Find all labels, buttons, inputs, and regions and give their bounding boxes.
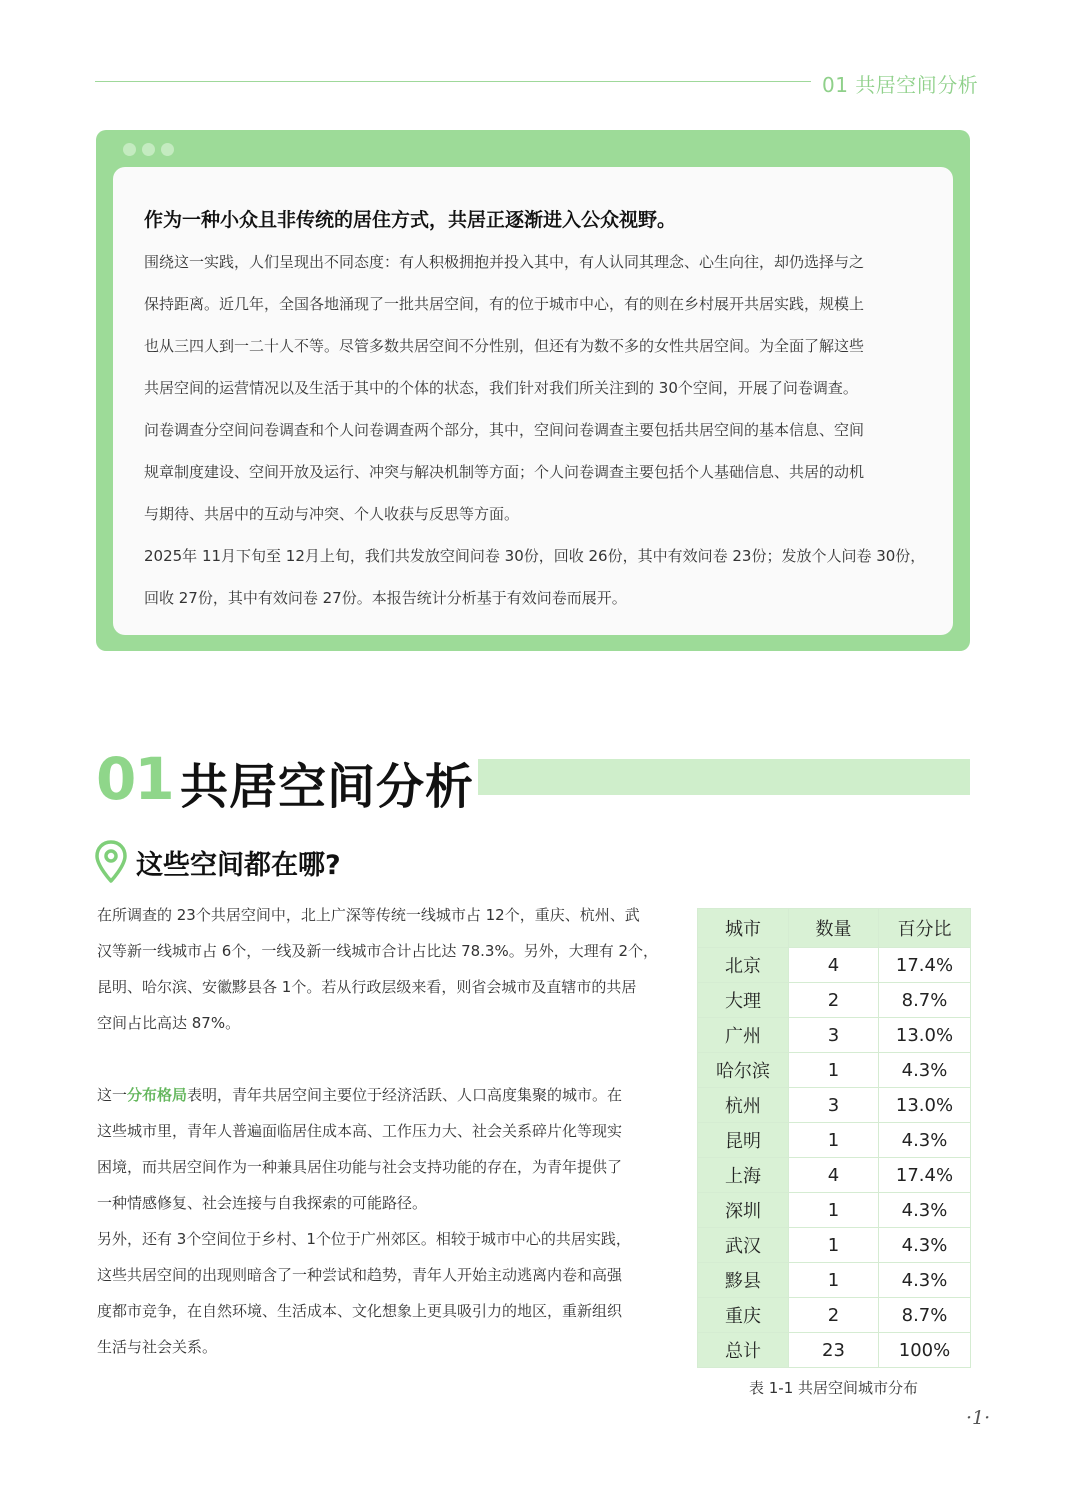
table-cell-count: 3: [789, 1088, 879, 1123]
table-row: [698, 1158, 971, 1193]
table-cell-percent: 17.4%: [879, 1158, 971, 1193]
window-dot-icon: [161, 143, 174, 156]
paragraph-3: [97, 1221, 677, 1365]
table-row: [698, 1333, 971, 1368]
table-cell-city: 广州: [698, 1018, 789, 1053]
highlight-term: 分布格局: [127, 1086, 188, 1104]
table-cell-count: 3: [789, 1018, 879, 1053]
intro-line: 与期待、共居中的互动与冲突、个人收获与反思等方面。: [144, 505, 520, 523]
table-body: [698, 948, 971, 1368]
table-cell-count: 23: [789, 1333, 879, 1368]
table-cell-percent: 4.3%: [879, 1193, 971, 1228]
intro-line: 回收 27份，其中有效问卷 27份。本报告统计分析基于有效问卷而展开。: [144, 589, 627, 607]
body-line: 这些城市里，青年人普遍面临居住成本高、工作压力大、社会关系碎片化等现实: [97, 1122, 623, 1140]
table-cell-city: 总计: [698, 1333, 789, 1368]
table-cell-percent: 4.3%: [879, 1263, 971, 1298]
section-title-bar: [478, 759, 970, 795]
table-cell-count: 4: [789, 948, 879, 983]
table-row: [698, 1193, 971, 1228]
table-cell-percent: 13.0%: [879, 1018, 971, 1053]
intro-line: 也从三四人到一二十人不等。尽管多数共居空间不分性别，但还有为数不多的女性共居空间。为全面了解这些: [144, 337, 865, 355]
intro-line: 保持距离。近几年，全国各地涌现了一批共居空间，有的位于城市中心，有的则在乡村展开共居实践，规模上: [144, 295, 865, 313]
table-row: [698, 1263, 971, 1298]
intro-line: 2025年 11月下旬至 12月上旬，我们共发放空间问卷 30份，回收 26份，其中有效问卷 23份；发放个人问卷 30份，: [144, 547, 926, 565]
body-text-span: 这一: [97, 1086, 128, 1104]
subsection-heading: 这些空间都在哪?: [136, 850, 341, 881]
table-cell-city: 重庆: [698, 1298, 789, 1333]
table-row: [698, 1053, 971, 1088]
body-line: 一种情感修复、社会连接与自我探索的可能路径。: [97, 1194, 428, 1212]
window-dots: [123, 143, 174, 156]
table-row: [698, 1018, 971, 1053]
table-cell-city: 哈尔滨: [698, 1053, 789, 1088]
body-line: 在所调查的 23个共居空间中，北上广深等传统一线城市占 12个，重庆、杭州、武: [97, 906, 640, 924]
body-line: 空间占比高达 87%。: [97, 1014, 241, 1032]
table-cell-count: 4: [789, 1158, 879, 1193]
intro-panel: [113, 167, 953, 635]
window-dot-icon: [142, 143, 155, 156]
table-row: [698, 1298, 971, 1333]
body-line: 汉等新一线城市占 6个，一线及新一线城市合计占比达 78.3%。另外，大理有 2个，: [97, 942, 659, 960]
body-line: 昆明、哈尔滨、安徽黟县各 1个。若从行政层级来看，则省会城市及直辖市的共居: [97, 978, 637, 996]
city-distribution-table: [697, 908, 971, 1368]
body-line: 度都市竞争，在自然环境、生活成本、文化想象上更具吸引力的地区，重新组织: [97, 1302, 623, 1320]
intro-window-card: [96, 130, 970, 651]
table-cell-city: 黟县: [698, 1263, 789, 1298]
intro-line: 规章制度建设、空间开放及运行、冲突与解决机制等方面；个人问卷调查主要包括个人基础信息、共居的动机: [144, 463, 865, 481]
table-cell-percent: 13.0%: [879, 1088, 971, 1123]
body-line: 困境，而共居空间作为一种兼具居住功能与社会支持功能的存在，为青年提供了: [97, 1158, 623, 1176]
table-cell-percent: 100%: [879, 1333, 971, 1368]
table-row: [698, 948, 971, 983]
table-cell-percent: 4.3%: [879, 1228, 971, 1263]
table-cell-city: 大理: [698, 983, 789, 1018]
table-cell-count: 2: [789, 983, 879, 1018]
table-cell-city: 昆明: [698, 1123, 789, 1158]
section-title: 共居空间分析: [180, 759, 475, 815]
column-header-count: 数量: [789, 909, 879, 948]
table-cell-percent: 4.3%: [879, 1053, 971, 1088]
table-cell-count: 1: [789, 1123, 879, 1158]
body-line: 另外，还有 3个空间位于乡村、1个位于广州郊区。相较于城市中心的共居实践，: [97, 1230, 631, 1248]
window-dot-icon: [123, 143, 136, 156]
table-row: [698, 1123, 971, 1158]
intro-line: 问卷调查分空间问卷调查和个人问卷调查两个部分，其中，空间问卷调查主要包括共居空间的基本信息、空间: [144, 421, 865, 439]
column-header-percent: 百分比: [879, 909, 971, 948]
table-cell-count: 1: [789, 1263, 879, 1298]
body-line: 这些共居空间的出现则暗含了一种尝试和趋势，青年人开始主动逃离内卷和高强: [97, 1266, 623, 1284]
paragraph-1: [97, 897, 677, 1041]
header-rule: [95, 81, 811, 82]
table-cell-city: 杭州: [698, 1088, 789, 1123]
intro-heading: 作为一种小众且非传统的居住方式，共居正逐渐进入公众视野。: [144, 209, 677, 231]
table-cell-count: 2: [789, 1298, 879, 1333]
table-cell-city: 武汉: [698, 1228, 789, 1263]
table-cell-city: 深圳: [698, 1193, 789, 1228]
intro-line: 围绕这一实践，人们呈现出不同态度：有人积极拥抱并投入其中，有人认同其理念、心生向往，却仍选择与之: [144, 253, 865, 271]
table-caption: 表 1-1 共居空间城市分布: [748, 1379, 919, 1397]
body-line: [97, 1077, 677, 1113]
table-cell-count: 1: [789, 1053, 879, 1088]
table-cell-count: 1: [789, 1193, 879, 1228]
paragraph-2: [97, 1077, 677, 1221]
intro-line: 共居空间的运营情况以及生活于其中的个体的状态，我们针对我们所关注到的 30个空间，开展了问卷调查。: [144, 379, 858, 397]
table-row: [698, 1088, 971, 1123]
intro-paragraph: [144, 241, 934, 619]
column-header-city: 城市: [698, 909, 789, 948]
body-text-span: 表明，青年共居空间主要位于经济活跃、人口高度集聚的城市。在: [187, 1086, 623, 1104]
table-row: [698, 983, 971, 1018]
location-pin-icon: [94, 840, 128, 884]
table-cell-percent: 17.4%: [879, 948, 971, 983]
section-number: 01: [96, 745, 173, 813]
table-cell-percent: 8.7%: [879, 983, 971, 1018]
body-line: 生活与社会关系。: [97, 1338, 218, 1356]
running-header: 01 共居空间分析: [822, 73, 979, 97]
table-row: [698, 1228, 971, 1263]
page-number: ·1·: [966, 1407, 991, 1429]
table-cell-percent: 8.7%: [879, 1298, 971, 1333]
table-cell-city: 上海: [698, 1158, 789, 1193]
table-cell-count: 1: [789, 1228, 879, 1263]
table-header-row: [698, 909, 971, 948]
table-cell-percent: 4.3%: [879, 1123, 971, 1158]
table-cell-city: 北京: [698, 948, 789, 983]
